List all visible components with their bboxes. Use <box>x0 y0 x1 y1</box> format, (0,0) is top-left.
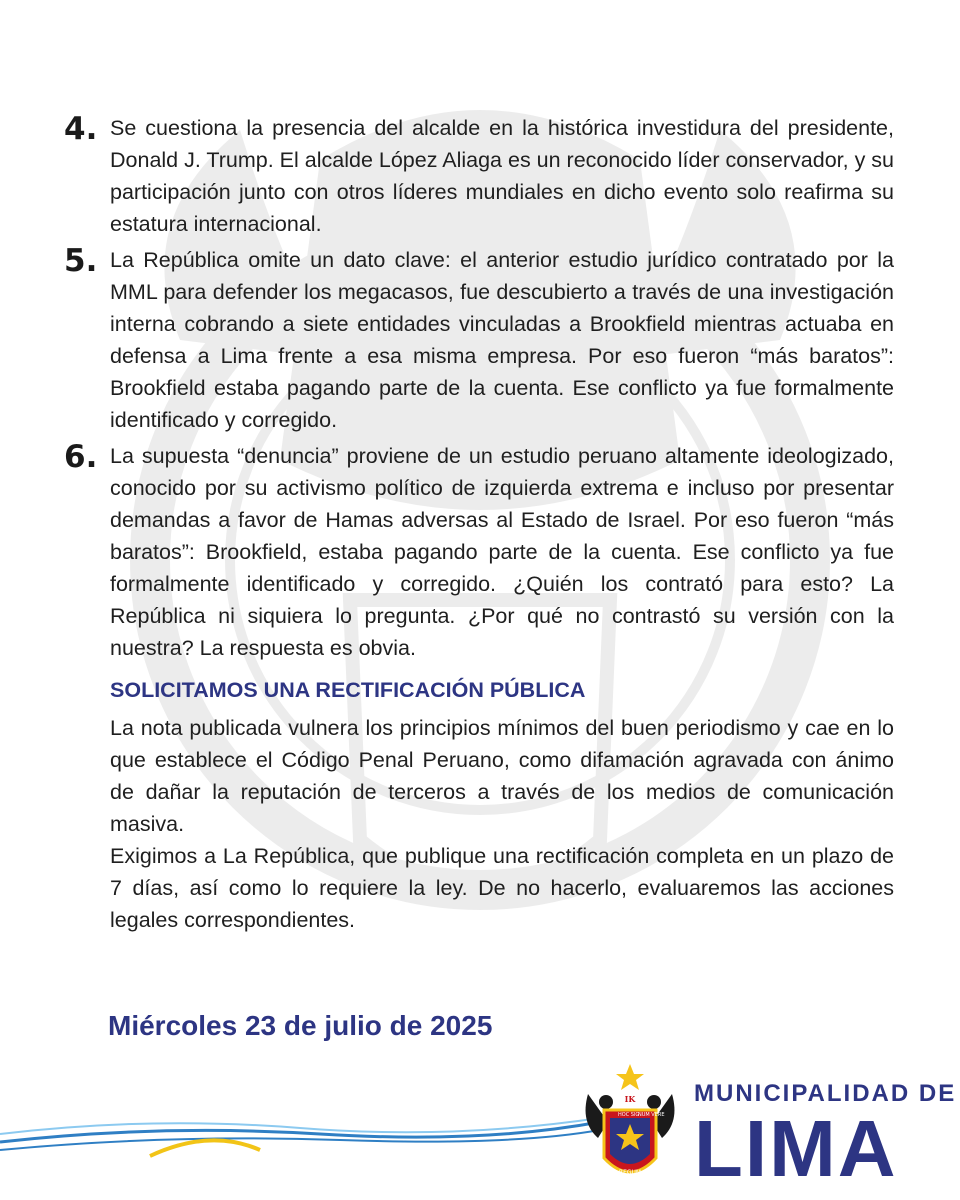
brand-subtitle: MUNICIPALIDAD DE <box>694 1080 957 1107</box>
lima-coat-of-arms <box>578 1062 682 1190</box>
crest-motto-right: NUM VERE <box>638 1112 665 1118</box>
wave-decoration <box>0 1100 600 1160</box>
item-number: 5. <box>64 243 98 279</box>
paragraph: Exigimos a La República, que publique una rectificación completa en un plazo de 7 días, así como lo requiere la ley. De no hacerlo, evaluaremos las acciones legales correspondientes. <box>110 844 894 932</box>
statement-date: Miércoles 23 de julio de 2025 <box>108 1010 493 1041</box>
paragraph: La nota publicada vulnera los principios mínimos del buen periodismo y cae en lo que establece el Código Penal Peruano, como difamación agravada con ánimo de dañar la reputación de terceros a través de los medios de comunicación masiva. <box>110 716 894 836</box>
crest-initials: IK <box>624 1094 636 1104</box>
item-number: 4. <box>64 111 98 147</box>
item-text: Se cuestiona la presencia del alcalde en la histórica investidura del presidente, Donald J. Trump. El alcalde López Aliaga es un reconocido líder conservador, y su participación junto con otros líderes mundiales en dicho evento solo reafirma su estatura internacional. <box>110 116 895 236</box>
item-number: 6. <box>64 439 98 475</box>
item-text: La República omite un dato clave: el anterior estudio jurídico contratado por la MML para defender los megacasos, fue descubierto a través de una investigación interna cobrando a siete entidades vinculadas a Brookfield mientras actuaba en defensa a Lima frente a esa misma empresa. Por eso fueron “más baratos”: Brookfield estaba pagando parte de la cuenta. Ese conflicto ya fue formalmente identificado y corregido. <box>110 248 894 432</box>
crest-motto-bottom: REGUM <box>618 1169 642 1176</box>
crest-motto-left: HOC SIG <box>618 1112 640 1118</box>
item-text: La supuesta “denuncia” proviene de un estudio peruano altamente ideologizado, conocido por su activismo político de izquierda extrema e incluso por presentar demandas a favor de Hamas adversas al Estado de Israel. Por eso fueron “más baratos”: Brookfield, estaba pagando parte de la cuenta. Ese conflicto ya fue formalmente identificado y corregido. ¿Quién los contrató para esto? La República ni siquiera lo pregunta. ¿Por qué no contrastó su versión con la nuestra? La respuesta es obvia. <box>110 444 894 660</box>
municipality-logo <box>694 1080 957 1193</box>
numbered-item-6 <box>64 440 894 664</box>
section-heading: SOLICITAMOS UNA RECTIFICACIÓN PÚBLICA <box>110 678 586 702</box>
brand-title: LIMA <box>694 1104 898 1193</box>
numbered-item-5 <box>64 244 894 436</box>
numbered-item-4 <box>64 112 894 240</box>
statement-body <box>64 112 894 936</box>
